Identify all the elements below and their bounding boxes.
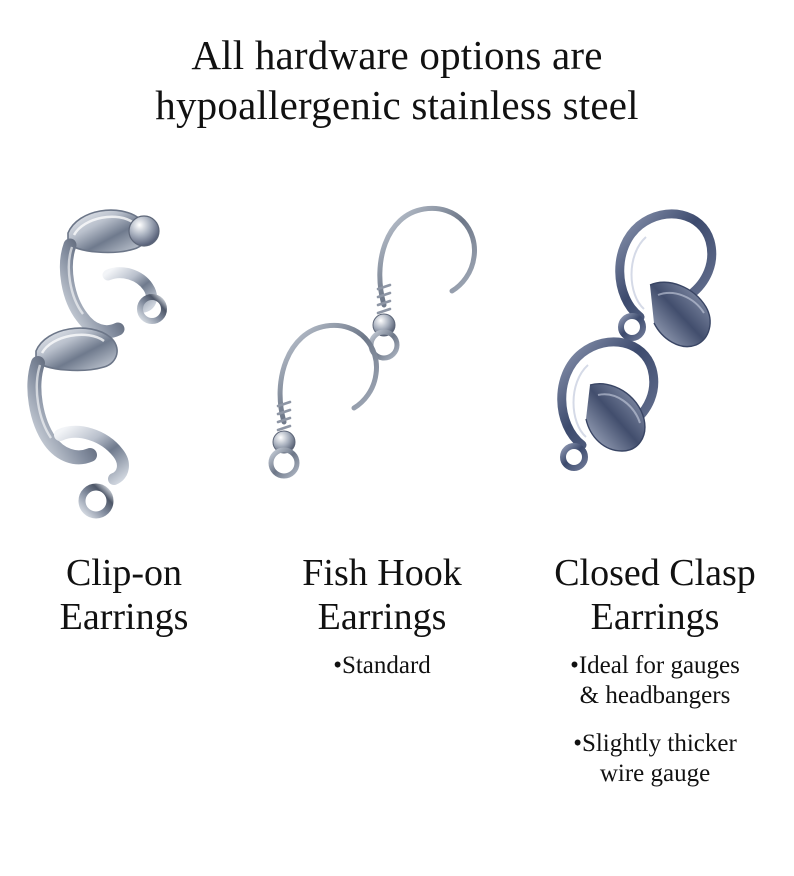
product-images-row [0,175,794,545]
bullet-line-1: •Standard [333,652,431,680]
fish-hook-bullets [252,651,512,681]
bullet-line-2: & headbangers [579,682,731,710]
page-title [0,0,794,130]
page-title-line-2: hypoallergenic stainless steel [155,82,639,129]
closed-clasp-title [516,552,794,639]
fish-hook-title-line-1: Fish Hook [302,552,462,594]
closed-clasp-earring-image [528,175,786,545]
bullet-line-2: wire gauge [599,760,711,788]
fish-hook-label-block [252,552,512,699]
clip-on-label-block [0,552,248,639]
closed-clasp-title-line-1: Closed Clasp [554,552,756,594]
list-item [516,729,794,789]
bullet-line-1: •Ideal for gauges [570,652,740,680]
closed-clasp-title-line-2: Earrings [590,595,720,638]
bullet-line-1: •Slightly thicker [573,730,737,758]
clip-on-title-line-1: Clip-on [65,552,183,594]
list-item [252,651,512,681]
fish-hook-title-line-2: Earrings [317,595,447,638]
fish-hook-earring-image [268,175,516,545]
page-title-line-1: All hardware options are [191,32,603,78]
closed-clasp-label-block [516,552,794,807]
clip-on-title-line-2: Earrings [59,595,189,638]
fish-hook-title [252,552,512,639]
list-item [516,651,794,711]
clip-on-earring-image [8,175,256,545]
clip-on-title [0,552,248,639]
closed-clasp-bullets [516,651,794,789]
